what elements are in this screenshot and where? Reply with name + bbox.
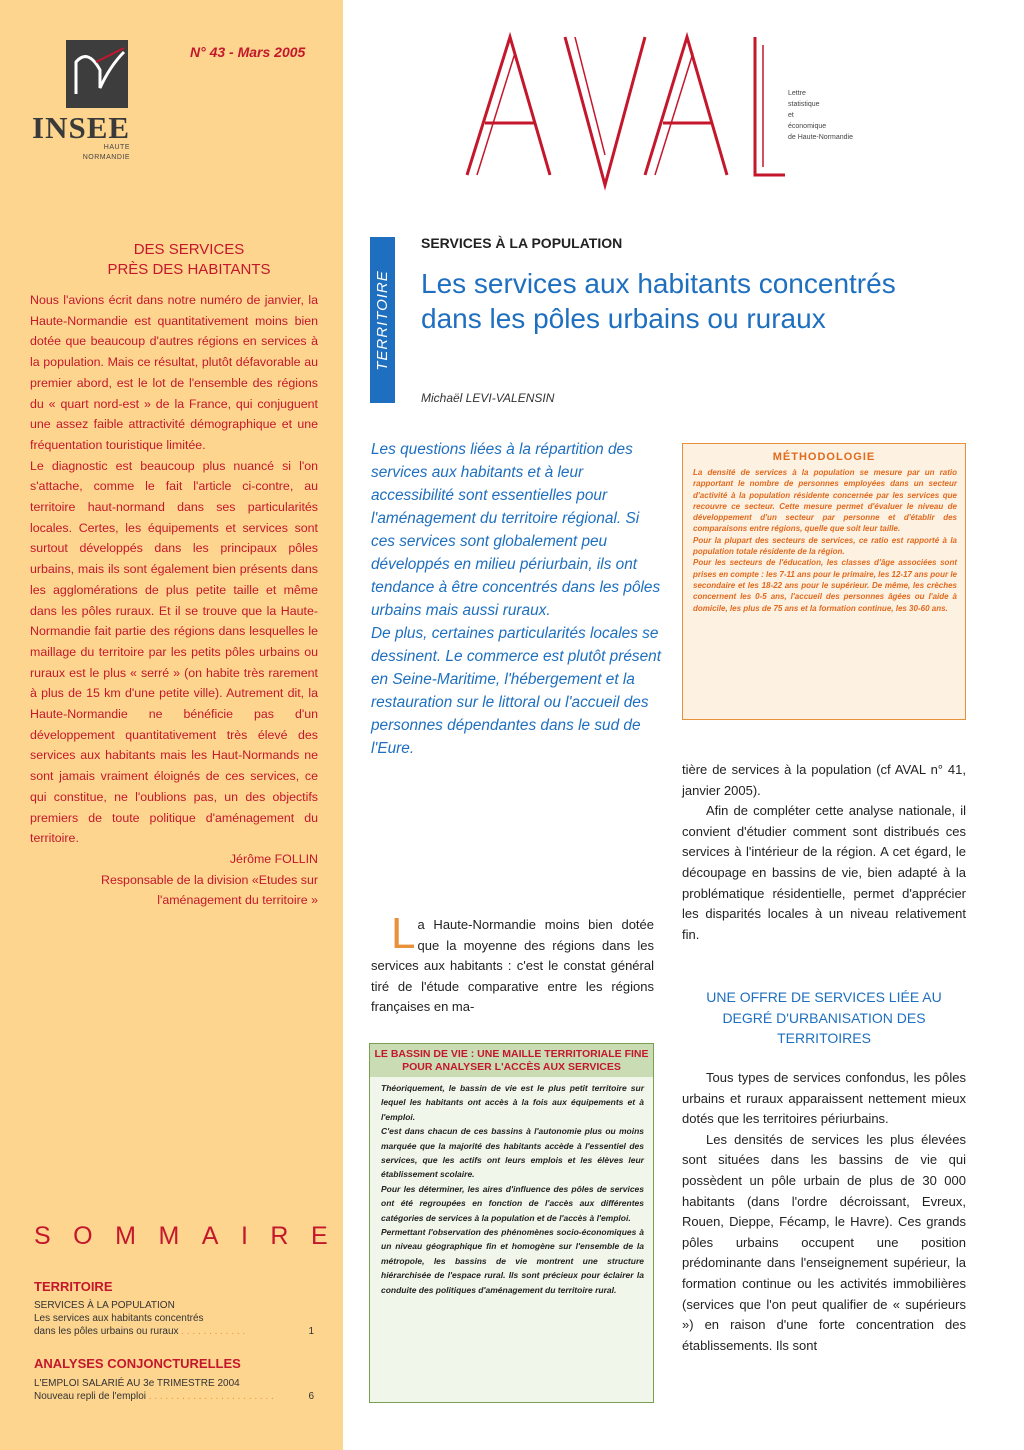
- bassin-title: LE BASSIN DE VIE : UNE MAILLE TERRITORIALE FINE POUR ANALYSER L'ACCÈS AUX SERVICES: [370, 1044, 653, 1077]
- toc-entry-line[interactable]: Nouveau repli de l'emploi . . . . . . . . . . . . . . . . . . . . . . . 6: [34, 1391, 314, 1402]
- edito-title: DES SERVICES PRÈS DES HABITANTS: [107, 241, 271, 278]
- aval-logo: [455, 25, 835, 195]
- toc-entry-line: SERVICES À LA POPULATION: [34, 1300, 175, 1311]
- bassin-de-vie-box: [369, 1043, 654, 1403]
- article-author: Michaël LEVI-VALENSIN: [421, 391, 555, 405]
- edito-paragraph: Le diagnostic est beaucoup plus nuancé si l'on s'attache, comme le fait l'article ci-contre, au territoire haut-normand dans ses particularités locales. Certes, les équipements et services sont surtout développés dans les principaux pôles urbains, mais ils sont également bien présents dans les agglomérations de plus petite taille et même dans les pôles ruraux. Et il se trouve que la Haute-Normandie fait partie des régions dans lesquelles le maillage du territoire par les petits pôles urbains ou ruraux est le plus « serré » (on habite très rarement à plus de 15 km d'une petite ville). Autrement dit, la Haute-Normandie ne bénéficie pas d'un développement quantitativement très élevé des services aux habitants mais les Haut-Normands ne sont jamais vraiment éloignés de ces services, ce qui constitue, ne l'oublions pas, un des objectifs premiers de toute politique d'aménagement du territoire.: [30, 458, 318, 846]
- bassin-body: Théoriquement, le bassin de vie est le plus petit territoire sur lequel les habitants ont accès à la fois aux équipements et à l'emploi. C'est dans chacun de ces bassins à l'autonomie plus ou moins marquée que la majorité des habitants accède à l'essentiel des services, que les actifs ont leurs emplois et les élèves leur établissement scolaire. Pour les déterminer, les aires d'influence des pôles de services ont été regroupées en fonction de l'accès aux différentes catégories de services à la population et de l'accès à l'emploi. Permettant l'observation des phénomènes socio-économiques à un niveau géographique fin et homogène sur l'ensemble de la métropole, les bassins de vie montrent une structure hiérarchisée de l'espace rural. Ils sont précieux pour éclairer la conduite des politiques d'aménagement du territoire rural.: [381, 1083, 644, 1295]
- article-body-col2-top: tière de services à la population (cf AVAL n° 41, janvier 2005). Afin de compléter cette analyse nationale, il convient d'étudier comment sont distribués ces services à l'intérieur de la région. A cet égard, le découpage en bassins de vie, bien adapté à la problématique résidentielle, permet d'apprécier les disparités locales à un niveau relativement fin.: [682, 762, 966, 942]
- toc-entry-line[interactable]: Les services aux habitants concentrés: [34, 1313, 204, 1324]
- dropcap: L: [391, 909, 416, 958]
- article-body-col2-bottom: Tous types de services confondus, les pôles urbains et ruraux apparaissent nettement mieux dotés que les territoires périurbains. Les densités de services les plus élevées sont situées dans les bassins de vie qui possèdent un pôle urbain de plus de 30 000 habitants (dans l'ordre décroissant, Evreux, Rouen, Dieppe, Fécamp, le Havre). Ces grands pôles urbains occupent une position prédominante dans l'enseignement supérieur, la formation continue ou les activités immobilières (services que l'on peut qualifier de « supérieurs ») en raison d'une forte concentration des établissements. Ils sont: [682, 1070, 966, 1353]
- toc-entry-line[interactable]: dans les pôles urbains ou ruraux . . . . . . . . . . . . 1: [34, 1326, 314, 1337]
- article-kicker: SERVICES À LA POPULATION: [421, 235, 623, 251]
- brand-tagline: Lettre statistique et économique de Haute-Normandie: [788, 90, 853, 141]
- edito-role: Responsable de la division «Etudes sur l'aménagement du territoire »: [101, 872, 318, 908]
- edito-signature: Jérôme FOLLIN: [229, 851, 318, 866]
- insee-logo-icon: [66, 40, 128, 108]
- article-lede: Les questions liées à la répartition des services aux habitants et à leur accessibilité sont essentielles pour l'aménagement du territoire régional. Si ces services sont globalement peu développés en milieu périurbain, ils ont tendance à être concentrés dans les pôles urbains mais aussi ruraux. De plus, certaines particularités locales se dessinent. Le commerce est plutôt présent en Seine-Maritime, l'hébergement et la restauration sur le littoral ou l'accueil des personnes dépendantes dans le sud de l'Eure.: [371, 441, 662, 757]
- sommaire-title: SOMMAIRE: [34, 1222, 351, 1250]
- article-body-col1: La Haute-Normandie moins bien dotée que la moyenne des régions dans les services aux habitants : c'est le constat général tiré de l'étude comparative entre les régions françaises en ma-: [371, 909, 654, 1015]
- article-headline: Les services aux habitants concentrés dans les pôles urbains ou ruraux: [421, 268, 896, 334]
- methodology-body: La densité de services à la population se mesure par un ratio rapportant le nombre de personnes employées dans un secteur d'activité à la population résidente concernée par les services que recouvre ce secteur. Cette mesure permet d'évaluer le niveau de développement d'un secteur par personne et d'établir des comparaisons entre régions, quelle que soit leur taille. Pour la plupart des secteurs de services, ce ratio est rapporté à la population totale résidente de la région. Pour les secteurs de l'éducation, les classes d'âge associées sont prises en compte : les 7-11 ans pour le primaire, les 12-17 ans pour le secondaire et les 18-22 ans pour le supérieur. De même, les crèches concernent les 0-5 ans, l'accueil des personnes âgées ou l'aide à domicile, les plus de 75 ans et la formation continue, les 30-60 ans.: [693, 468, 957, 613]
- methodology-title: MÉTHODOLOGIE: [772, 451, 876, 463]
- edito-body: [30, 290, 318, 911]
- toc-section-territoire[interactable]: TERRITOIRE: [34, 1279, 113, 1294]
- toc-page-number: 1: [308, 1326, 314, 1337]
- toc-page-number: 6: [308, 1391, 314, 1402]
- edito-paragraph: Nous l'avions écrit dans notre numéro de janvier, la Haute-Normandie est quantitativement moins bien dotée que beaucoup d'autres régions en services à la population. Mais ce résultat, plutôt défavorable au premier abord, est le lot de l'ensemble des régions du « quart nord-est » de la France, qui conjuguent une assez faible attractivité démographique et une fréquentation touristique limitée.: [30, 293, 318, 452]
- toc-section-conjoncture[interactable]: ANALYSES CONJONCTURELLES: [34, 1356, 241, 1371]
- sidebar: [0, 0, 351, 1450]
- methodology-box: [682, 443, 966, 720]
- insee-wordmark: INSEE: [32, 110, 131, 145]
- insee-sub-normandie: NORMANDIE: [82, 154, 130, 161]
- issue-number: N° 43 - Mars 2005: [190, 44, 306, 60]
- insee-sub-haute: HAUTE: [103, 144, 130, 151]
- section-subtitle: UNE OFFRE DE SERVICES LIÉE AU DEGRÉ D'URBANISATION DES TERRITOIRES: [706, 989, 942, 1047]
- section-tag: TERRITOIRE: [374, 269, 392, 371]
- toc-entry-line: L'EMPLOI SALARIÉ AU 3e TRIMESTRE 2004: [34, 1378, 240, 1389]
